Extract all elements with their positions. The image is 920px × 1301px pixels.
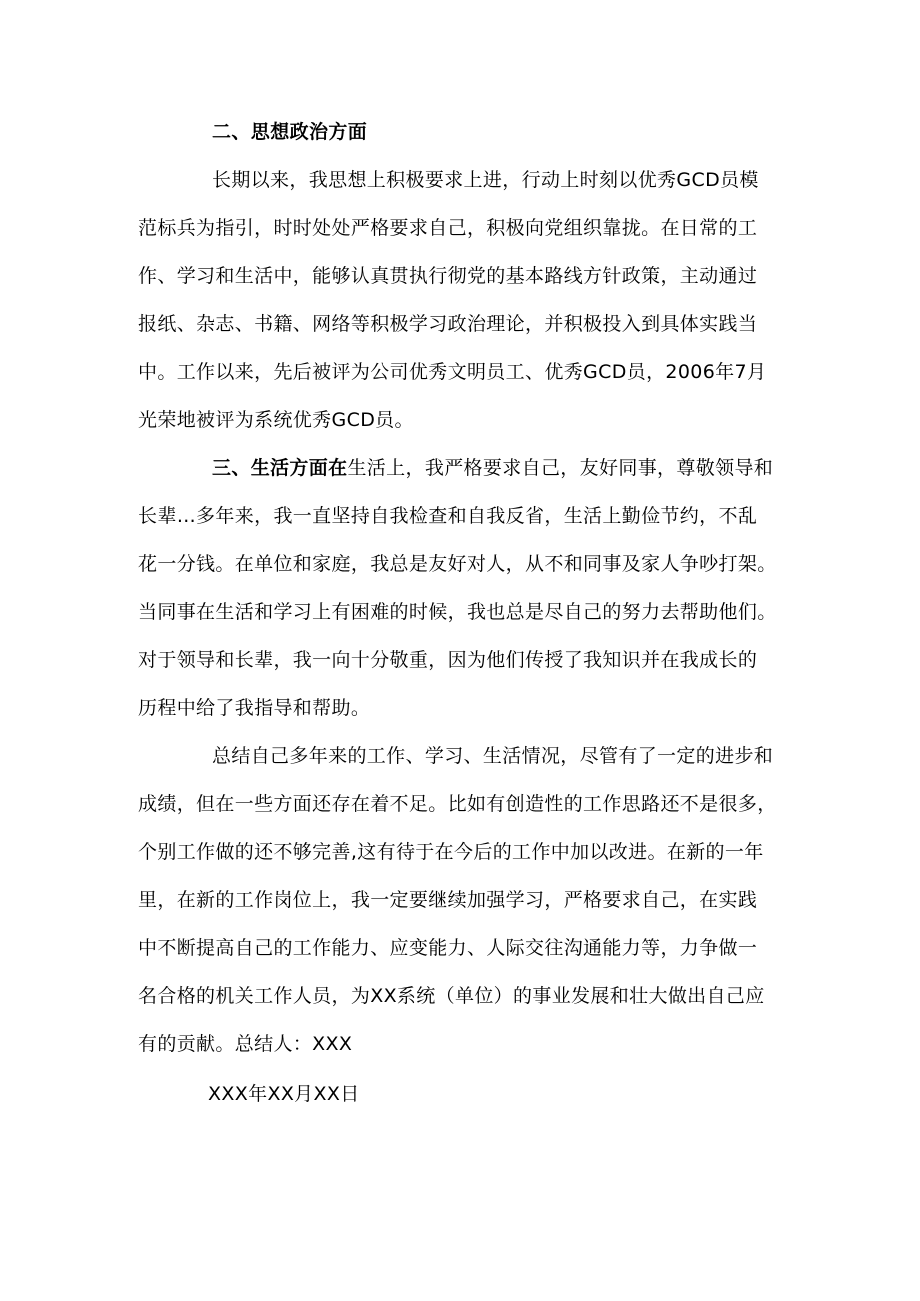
paragraph-line: 历程中给了我指导和帮助。 — [138, 697, 371, 719]
paragraph-line: 光荣地被评为系统优秀GCD员。 — [138, 409, 414, 431]
paragraph-line: 报纸、杂志、书籍、网络等积极学习政治理论，并积极投入到具体实践当 — [138, 313, 758, 335]
section-heading-life: 三、生活方面在 — [212, 457, 348, 479]
paragraph-line: 长期以来，我思想上积极要求上进，行动上时刻以优秀GCD员模 — [212, 169, 759, 191]
document-date: XXX年XX月XX日 — [208, 1083, 360, 1105]
paragraph-line: 中不断提高自己的工作能力、应变能力、人际交往沟通能力等，力争做一 — [138, 937, 758, 959]
paragraph-line: 作、学习和生活中，能够认真贯执行彻党的基本路线方针政策，主动通过 — [138, 265, 758, 287]
paragraph-line: 里，在新的工作岗位上，我一定要继续加强学习，严格要求自己，在实践 — [138, 889, 758, 911]
paragraph-line: 成绩，但在一些方面还存在着不足。比如有创造性的工作思路还不是很多， — [138, 793, 777, 815]
paragraph-line: 名合格的机关工作人员，为XX系统（单位）的事业发展和壮大做出自己应 — [138, 985, 765, 1007]
paragraph-line: 个别工作做的还不够完善,这有待于在今后的工作中加以改进。在新的一年 — [138, 841, 764, 863]
paragraph-line: 中。工作以来，先后被评为公司优秀文明员工、优秀GCD员，2006年7月 — [138, 361, 767, 383]
paragraph-line: 对于领导和长辈，我一向十分敬重，因为他们传授了我知识并在我成长的 — [138, 649, 758, 671]
section-heading-ideology: 二、思想政治方面 — [212, 121, 368, 143]
paragraph-line: 花一分钱。在单位和家庭，我总是友好对人，从不和同事及家人争吵打架。 — [138, 553, 777, 575]
paragraph-line: 有的贡献。总结人：XXX — [138, 1033, 353, 1055]
paragraph-line: 总结自己多年来的工作、学习、生活情况，尽管有了一定的进步和 — [212, 745, 774, 767]
paragraph-text: 生活上，我严格要求自己，友好同事，尊敬领导和 — [347, 457, 774, 479]
paragraph-line: 当同事在生活和学习上有困难的时候，我也总是尽自己的努力去帮助他们。 — [138, 601, 777, 623]
paragraph-line: 长辈…多年来，我一直坚持自我检查和自我反省，生活上勤俭节约，不乱 — [138, 505, 758, 527]
paragraph-line: 范标兵为指引，时时处处严格要求自己，积极向党组织靠拢。在日常的工 — [138, 217, 758, 239]
section-heading-life-line — [212, 450, 798, 486]
